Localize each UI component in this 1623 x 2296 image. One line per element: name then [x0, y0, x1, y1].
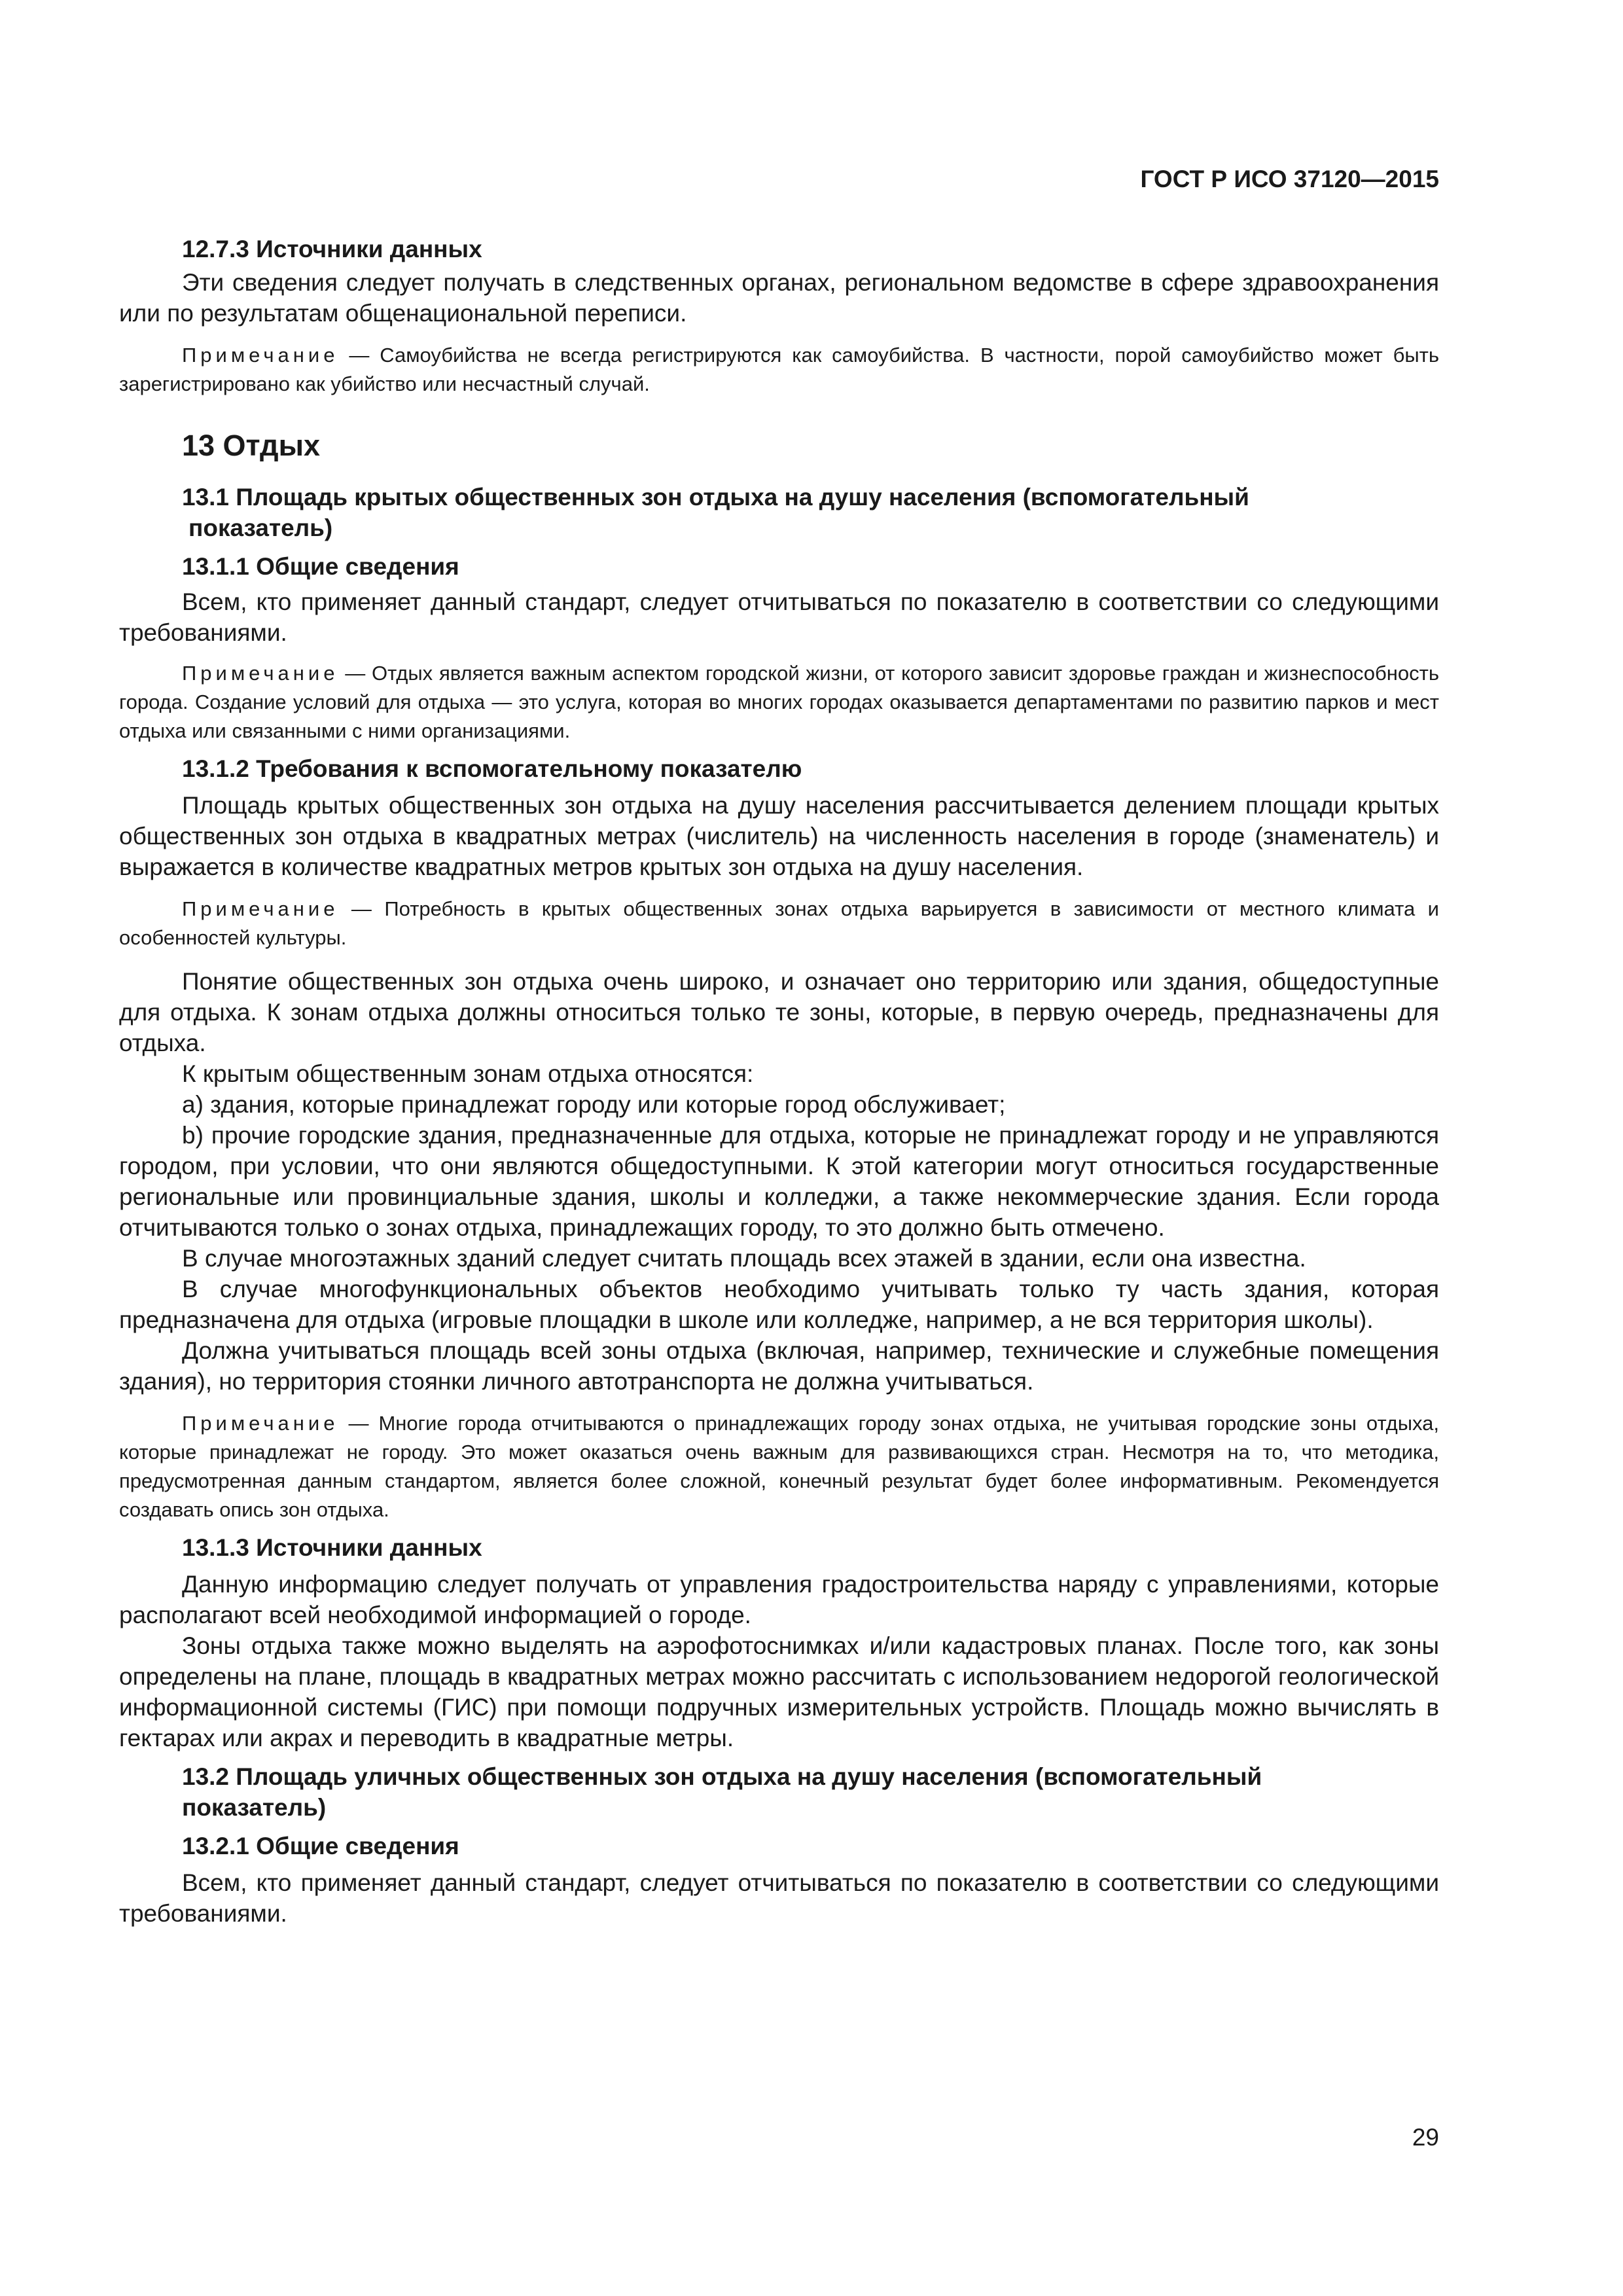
heading-13-1-2: 13.1.2 Требования к вспомогательному показателю [182, 755, 802, 782]
heading-13-1 [119, 482, 1439, 543]
paragraph: К крытым общественным зонам отдыха относятся: [182, 1060, 754, 1087]
paragraph: Должна учитываться площадь всей зоны отдыха (включая, например, технические и служебные помещения здания), но территория стоянки личного автотранспорта не должна учитываться. [119, 1337, 1439, 1395]
page-number: 29 [1412, 2124, 1439, 2151]
heading-13: 13 Отдых [182, 429, 321, 462]
note-text: — Потребность в крытых общественных зонах отдыха варьируется в зависимости от местного климата и особенностей культуры. [119, 897, 1439, 949]
note [119, 895, 1439, 952]
heading-13-2-line2: показатель) [182, 1794, 327, 1821]
paragraph: Всем, кто применяет данный стандарт, следует отчитываться по показателю в соответствии со следующими требованиями. [119, 588, 1439, 646]
document-header-id: ГОСТ Р ИСО 37120—2015 [1140, 166, 1439, 192]
heading-13-2-line1: 13.2 Площадь уличных общественных зон отдыха на душу населения (вспомогательный [182, 1763, 1262, 1790]
heading-13-1-line1: 13.1 Площадь крытых общественных зон отдыха на душу населения (вспомогательный [182, 484, 1249, 511]
paragraph: Данную информацию следует получать от управления градостроительства наряду с управлениями, которые располагают всей необходимой информацией о городе. [119, 1571, 1439, 1628]
note-text: — Самоубийства не всегда регистрируются как самоубийства. В частности, порой самоубийство может быть зарегистрировано как убийство или несчастный случай. [119, 344, 1439, 395]
paragraph: Понятие общественных зон отдыха очень широко, и означает оно территорию или здания, общедоступные для отдыха. К зонам отдыха должны относиться только те зоны, которые, в первую очередь, предназначены для отдыха. [119, 968, 1439, 1056]
paragraph: Эти сведения следует получать в следственных органах, региональном ведомстве в сфере здравоохранения или по результатам общенациональной переписи. [119, 269, 1439, 327]
heading-13-2-1: 13.2.1 Общие сведения [182, 1833, 459, 1859]
note-label: Примечание [182, 344, 339, 367]
paragraph: Площадь крытых общественных зон отдыха на душу населения рассчитывается делением площади крытых общественных зон отдыха в квадратных метрах (числитель) на численность населения в городе (знаменатель) и выражается в количестве квадратных метров крытых зон отдыха на душу населения. [119, 792, 1439, 880]
list-item-a: a) здания, которые принадлежат городу или которые город обслуживает; [182, 1091, 1006, 1118]
heading-13-2 [119, 1761, 1439, 1823]
heading-12-7-3: 12.7.3 Источники данных [182, 236, 482, 262]
note-label: Примечание [182, 897, 339, 920]
heading-13-1-1: 13.1.1 Общие сведения [182, 553, 459, 580]
note [119, 659, 1439, 745]
note [119, 341, 1439, 399]
paragraph: Зоны отдыха также можно выделять на аэрофотоснимках и/или кадастровых планах. После того, как зоны определены на плане, площадь в квадратных метрах можно рассчитать с использованием недорогой геологической информационной системы (ГИС) при помощи подручных измерительных устройств. Площадь можно вычислять в гектарах или акрах и переводить в квадратные метры. [119, 1632, 1439, 1751]
note-label: Примечание [182, 1412, 339, 1435]
paragraph: Всем, кто применяет данный стандарт, следует отчитываться по показателю в соответствии со следующими требованиями. [119, 1869, 1439, 1927]
heading-13-1-3: 13.1.3 Источники данных [182, 1534, 482, 1561]
note-label: Примечание [182, 662, 339, 685]
paragraph: В случае многоэтажных зданий следует считать площадь всех этажей в здании, если она известна. [182, 1245, 1306, 1272]
list-item-b: b) прочие городские здания, предназначенные для отдыха, которые не принадлежат городу и не управляются городом, при условии, что они являются общедоступными. К этой категории могут относиться государственные региональные или провинциальные здания, школы и колледжи, а также некоммерческие здания. Если города отчитываются только о зонах отдыха, принадлежащих городу, то это должно быть отмечено. [119, 1122, 1439, 1241]
note [119, 1409, 1439, 1524]
note-text: — Отдых является важным аспектом городской жизни, от которого зависит здоровье граждан и жизнеспособность города. Создание условий для отдыха — это услуга, которая во многих городах оказывается департаментами по развитию парков и мест отдыха или связанными с ними организациями. [119, 662, 1439, 742]
note-text: — Многие города отчитываются о принадлежащих городу зонах отдыха, не учитывая городские зоны отдыха, которые принадлежат не городу. Это может оказаться очень важным для развивающихся стран. Несмотря на то, что методика, предусмотренная данным стандартом, является более сложной, конечный результат будет более информативным. Рекомендуется создавать опись зон отдыха. [119, 1412, 1439, 1521]
heading-13-1-line2: показатель) [188, 514, 333, 541]
paragraph: В случае многофункциональных объектов необходимо учитывать только ту часть здания, которая предназначена для отдыха (игровые площадки в школе или колледже, например, а не вся территория школы). [119, 1276, 1439, 1333]
page-content [119, 234, 1439, 1929]
